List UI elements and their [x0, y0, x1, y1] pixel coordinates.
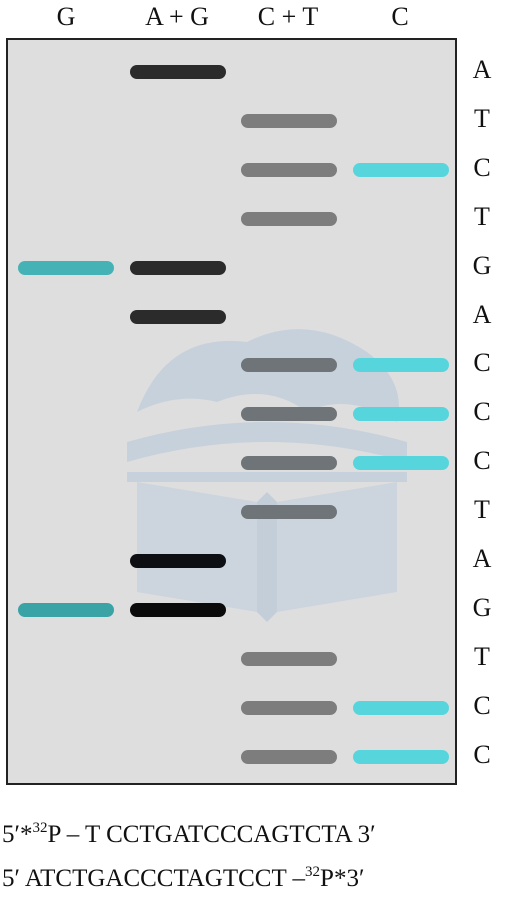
base-letter: T [474, 641, 490, 671]
base-letter: G [472, 592, 492, 622]
gel-band [353, 358, 449, 372]
base-letter: T [474, 495, 490, 525]
gel-band [241, 114, 337, 128]
gel-band [241, 456, 337, 470]
gel-band [241, 505, 337, 519]
lane-header-c: C [391, 2, 409, 31]
base-letter: C [473, 348, 491, 378]
gel-band [353, 750, 449, 764]
gel-band [18, 603, 114, 617]
base-letter: T [474, 103, 490, 133]
base-letter: C [473, 690, 491, 720]
strand-1-isotope: 32 [32, 820, 48, 836]
gel-band [353, 456, 449, 470]
base-letter: C [473, 446, 491, 476]
gel-band [130, 603, 226, 617]
strand-1-label: P – T CCTGATCCCAGTCTA 3′ [47, 821, 376, 848]
base-letter: G [472, 250, 492, 280]
strand-2-end: P*3′ [320, 865, 365, 892]
gel-band [130, 65, 226, 79]
gel-band [241, 652, 337, 666]
base-letter: C [473, 397, 491, 427]
base-letter: C [473, 152, 491, 182]
strand-2-isotope: 32 [305, 864, 321, 880]
lane-header-c-plus-t: C + T [257, 2, 319, 31]
top-strand-sequence [2, 820, 376, 850]
gel-band [353, 407, 449, 421]
gel-band [130, 310, 226, 324]
sequencing-gel [6, 38, 457, 785]
base-letter: A [472, 544, 492, 573]
base-letter: C [473, 739, 491, 769]
base-letter: A [472, 55, 492, 84]
gel-band [241, 358, 337, 372]
gel-band [241, 163, 337, 177]
strand-1-prefix: 5′* [2, 821, 33, 848]
lane-header-a-plus-g: A + G [145, 2, 209, 31]
base-letter: T [474, 201, 490, 231]
base-letter: A [472, 299, 492, 329]
gel-band [353, 163, 449, 177]
gel-band [18, 261, 114, 275]
strand-2-label: 5′ ATCTGACCCTAGTCCT – [2, 865, 306, 892]
gel-band [130, 261, 226, 275]
bottom-strand-sequence [2, 864, 364, 894]
gel-band [241, 212, 337, 226]
gel-band [353, 701, 449, 715]
lane-header-g: G [56, 2, 76, 31]
gel-band [130, 554, 226, 568]
gel-band [241, 750, 337, 764]
gel-band [241, 701, 337, 715]
gel-band [241, 407, 337, 421]
